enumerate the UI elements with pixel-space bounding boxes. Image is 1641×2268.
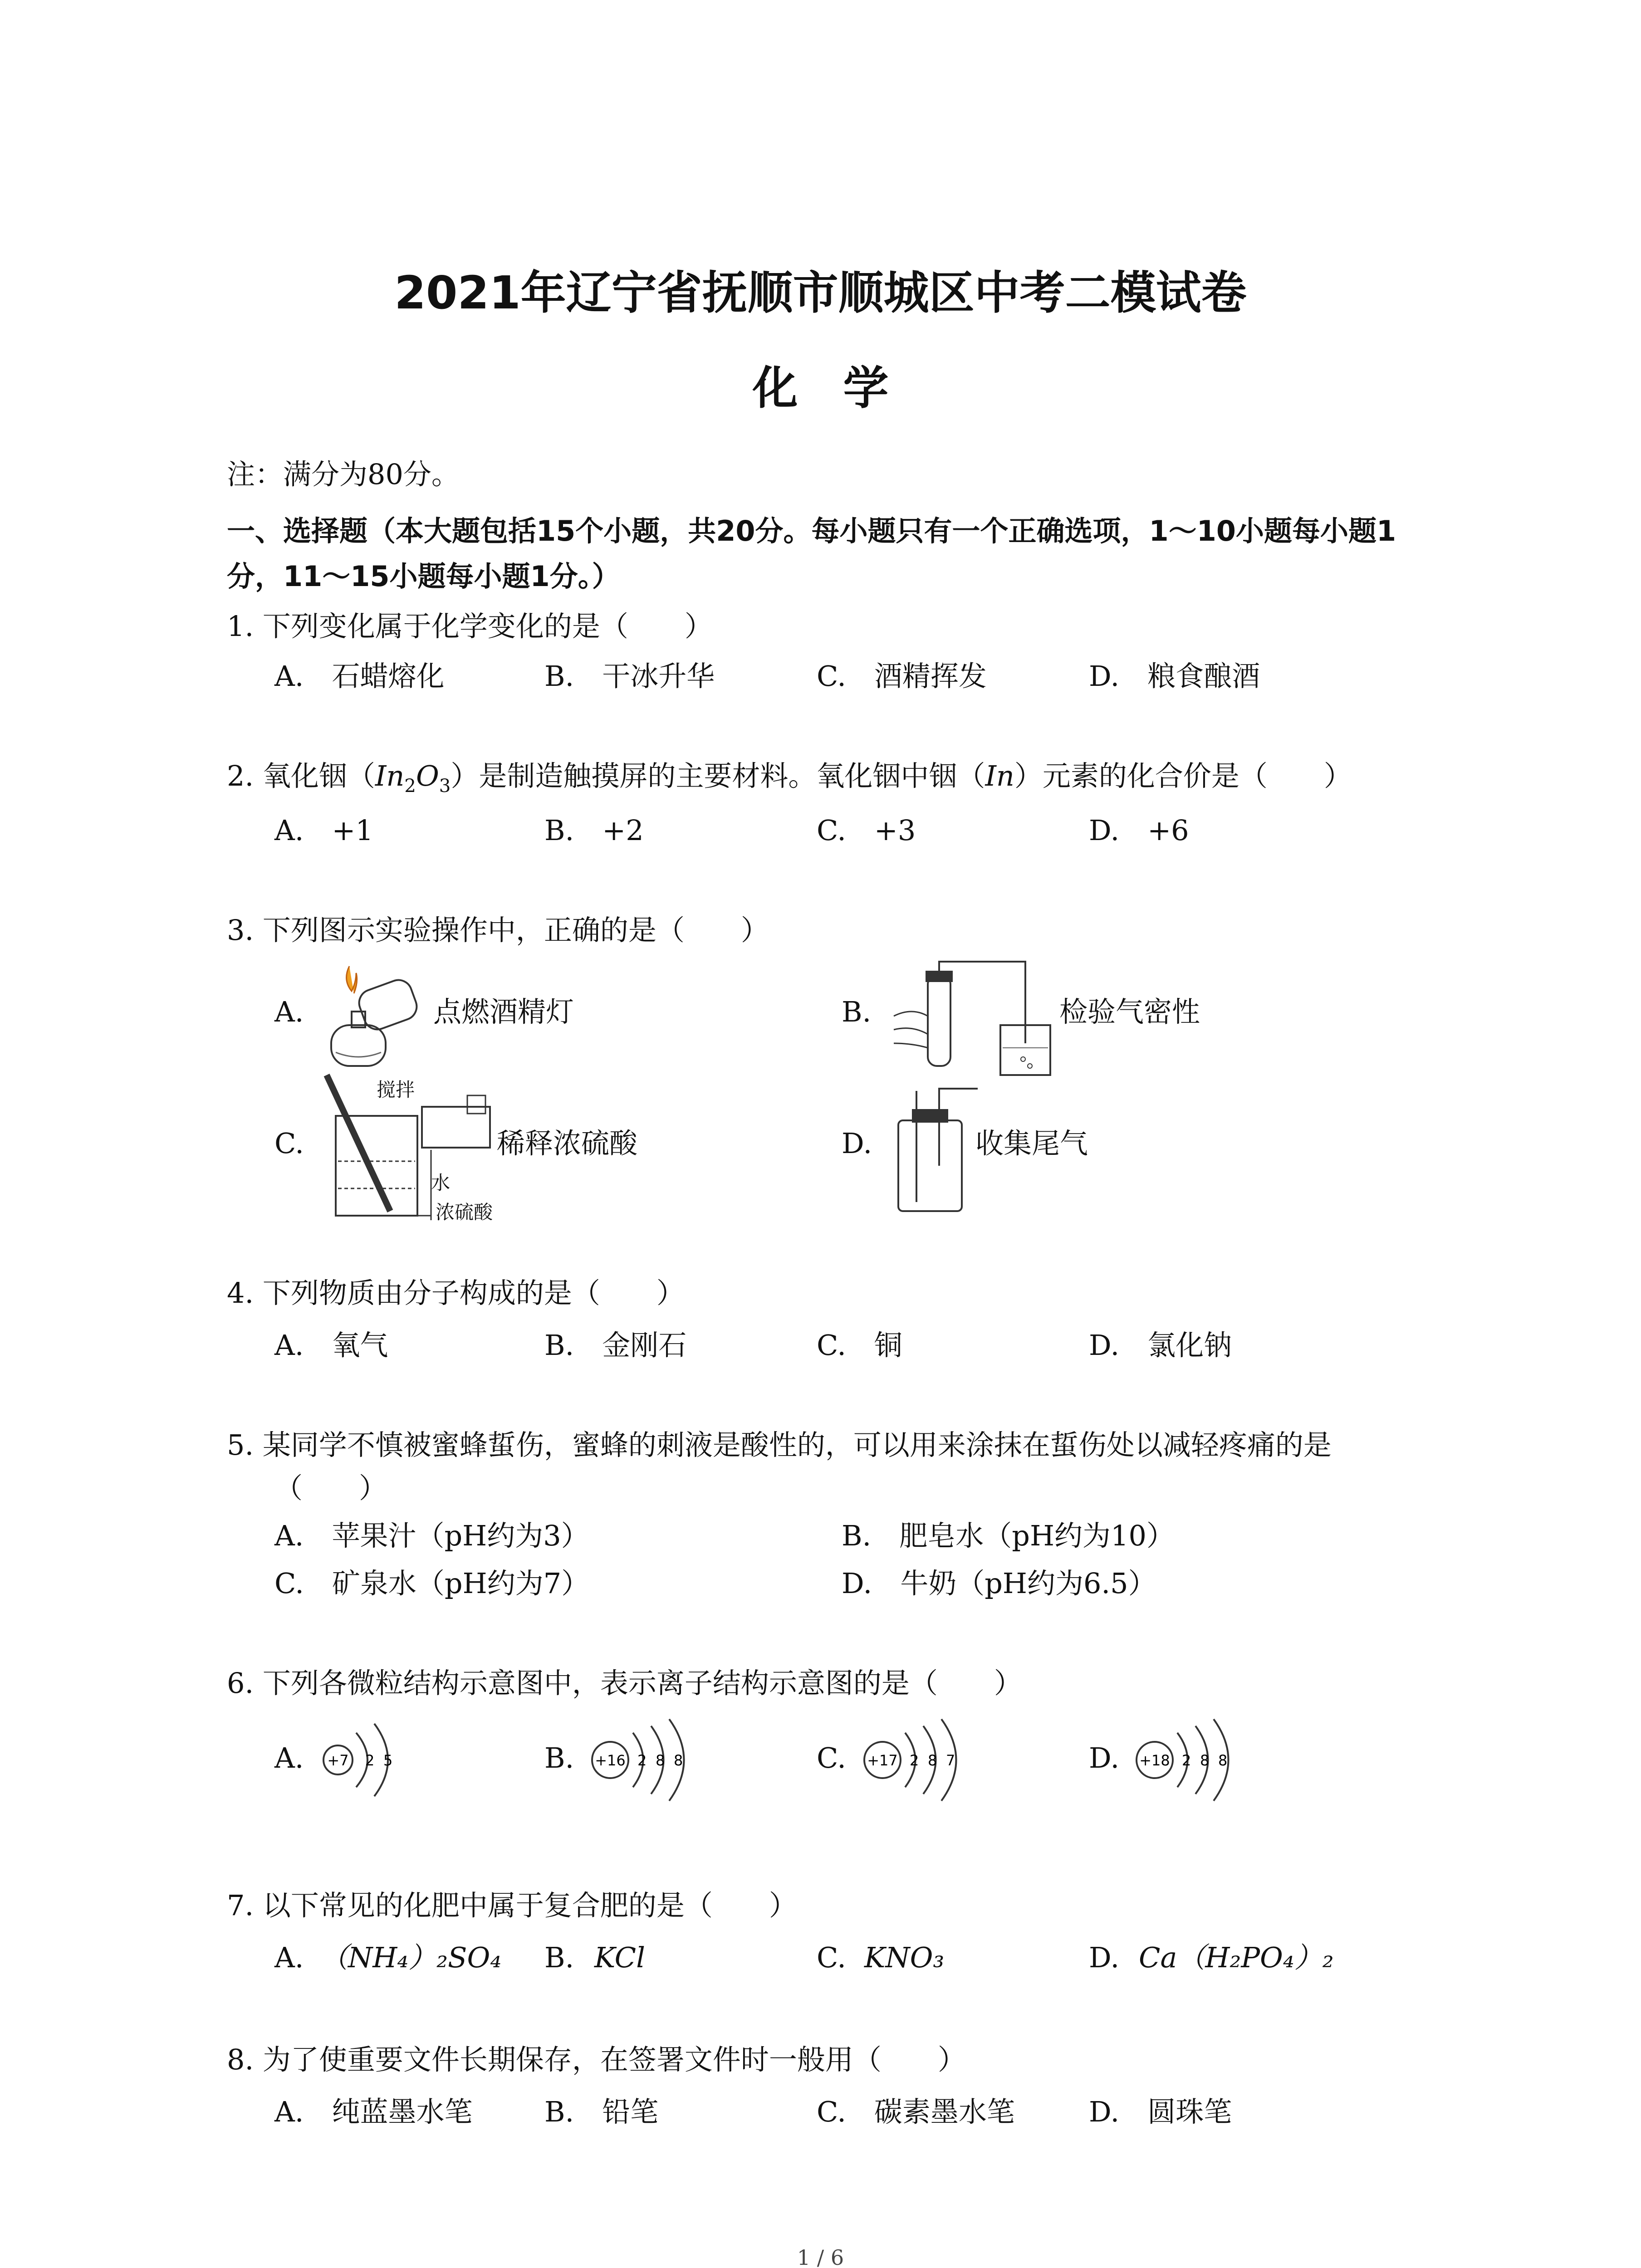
question-3-stem: 3. 下列图示实验操作中，正确的是（ ） xyxy=(227,914,769,947)
question-2-stem: 2. 氧化铟$(In_2O_3)$是制造触摸屏的主要材料。氧化铟中铟（In）元素的化合价是（ ） xyxy=(227,759,1352,797)
q1-option-d: D. 粮食酿酒 xyxy=(1089,660,1260,693)
q5-option-a: A. 苹果汁（pH约为3） xyxy=(274,1519,589,1552)
q2-option-b: B. +2 xyxy=(544,814,644,847)
q7-formula-b: KCl xyxy=(594,1941,645,1974)
q1-option-b: B. 干冰升华 xyxy=(544,660,715,693)
q7-formula-d: Ca（H₂PO₄）₂ xyxy=(1139,1941,1334,1974)
q1-option-c: C. 酒精挥发 xyxy=(817,660,987,693)
nucleus-d: +18 xyxy=(1139,1752,1170,1769)
subject-title: 化 学 xyxy=(752,362,889,415)
electron-d-3: 8 xyxy=(1218,1752,1228,1769)
q3-caption-c: 稀释浓硫酸 xyxy=(497,1127,638,1160)
q2-option-c: C. +3 xyxy=(817,814,916,847)
question-4-stem: 4. 下列物质由分子构成的是（ ） xyxy=(227,1276,685,1310)
electron-a-2: 5 xyxy=(383,1752,393,1769)
score-note: 注：满分为80分。 xyxy=(227,458,460,491)
question-5-stem: 5. 某同学不慎被蜜蜂蜇伤，蜜蜂的刺液是酸性的，可以用来涂抹在蜇伤处以减轻疼痛的是 xyxy=(227,1428,1332,1461)
q5-option-c: C. 矿泉水（pH约为7） xyxy=(274,1567,590,1600)
electron-b-3: 8 xyxy=(674,1752,683,1769)
atom-diagram-c xyxy=(857,1706,975,1814)
nucleus-c: +17 xyxy=(867,1752,898,1769)
q1-option-a: A. 石蜡熔化 xyxy=(274,660,445,693)
atom-diagram-a xyxy=(320,1706,411,1814)
question-6-stem: 6. 下列各微粒结构示意图中，表示离子结构示意图的是（ ） xyxy=(227,1667,1022,1700)
electron-b-1: 2 xyxy=(637,1752,647,1769)
q3-caption-d: 收集尾气 xyxy=(975,1127,1088,1160)
q7-option-d: D. xyxy=(1089,1941,1120,1974)
question-1-stem: 1. 下列变化属于化学变化的是（ ） xyxy=(227,610,713,643)
q2-option-a: A. +1 xyxy=(274,814,373,847)
q4-option-c: C. 铜 xyxy=(817,1329,902,1362)
electron-a-1: 2 xyxy=(365,1752,375,1769)
question-5-stem-cont: （ ） xyxy=(274,1471,387,1505)
fig-label-acid: 浓硫酸 xyxy=(436,1201,493,1223)
fig-label-stir: 搅拌 xyxy=(377,1079,415,1101)
question-7-stem: 7. 以下常见的化肥中属于复合肥的是（ ） xyxy=(227,1889,797,1922)
electron-c-1: 2 xyxy=(910,1752,919,1769)
fig-label-water: 水 xyxy=(431,1172,451,1194)
q3-caption-b: 检验气密性 xyxy=(1059,995,1200,1028)
q7-option-a: A. xyxy=(274,1941,304,1974)
electron-d-1: 2 xyxy=(1182,1752,1191,1769)
q3-option-a: A. xyxy=(274,995,304,1028)
atom-diagram-b xyxy=(585,1706,703,1814)
q2-option-d: D. +6 xyxy=(1089,814,1189,847)
q5-option-b: B. 肥皂水（pH约为10） xyxy=(842,1519,1175,1552)
page-number: 1 / 6 xyxy=(797,2245,844,2268)
airtightness-check-figure xyxy=(889,957,1062,1084)
q7-option-c: C. xyxy=(817,1941,846,1974)
q8-option-c: C. 碳素墨水笔 xyxy=(817,2095,1015,2128)
q3-option-b: B. xyxy=(842,995,872,1028)
q7-formula-c: KNO₃ xyxy=(864,1941,945,1974)
q7-formula-a: （NH₄）₂SO₄ xyxy=(320,1941,502,1974)
nucleus-b: +16 xyxy=(595,1752,626,1769)
page-title: 2021年辽宁省抚顺市顺城区中考二模试卷 xyxy=(394,266,1247,319)
q3-caption-a: 点燃酒精灯 xyxy=(433,995,574,1028)
q8-option-a: A. 纯蓝墨水笔 xyxy=(274,2095,473,2128)
q3-option-c: C. xyxy=(274,1127,304,1160)
nucleus-a: +7 xyxy=(327,1752,349,1769)
alcohol-lamp-lighting-figure xyxy=(318,957,440,1075)
atom-diagram-d xyxy=(1130,1706,1248,1814)
section-heading-line2: 分，11～15小题每小题1分。） xyxy=(227,560,620,593)
question-8-stem: 8. 为了使重要文件长期保存，在签署文件时一般用（ ） xyxy=(227,2043,966,2076)
electron-b-2: 8 xyxy=(656,1752,665,1769)
q8-option-d: D. 圆珠笔 xyxy=(1089,2095,1232,2128)
q6-option-a: A. xyxy=(274,1741,304,1774)
section-heading-line1: 一、选择题（本大题包括15个小题，共20分。每小题只有一个正确选项，1～10小题每小题1 xyxy=(227,514,1396,547)
q3-option-d: D. xyxy=(842,1127,872,1160)
q6-option-d: D. xyxy=(1089,1741,1120,1774)
collect-tail-gas-figure xyxy=(889,1084,980,1216)
q4-option-d: D. 氯化钠 xyxy=(1089,1329,1232,1362)
q4-option-a: A. 氧气 xyxy=(274,1329,388,1362)
q7-option-b: B. xyxy=(544,1941,574,1974)
q4-option-b: B. 金刚石 xyxy=(544,1329,687,1362)
q6-option-c: C. xyxy=(817,1741,846,1774)
electron-c-3: 7 xyxy=(946,1752,955,1769)
q6-option-b: B. xyxy=(544,1741,574,1774)
q5-option-d: D. 牛奶（pH约为6.5） xyxy=(842,1567,1156,1600)
electron-d-2: 8 xyxy=(1200,1752,1210,1769)
q8-option-b: B. 铅笔 xyxy=(544,2095,659,2128)
electron-c-2: 8 xyxy=(928,1752,937,1769)
